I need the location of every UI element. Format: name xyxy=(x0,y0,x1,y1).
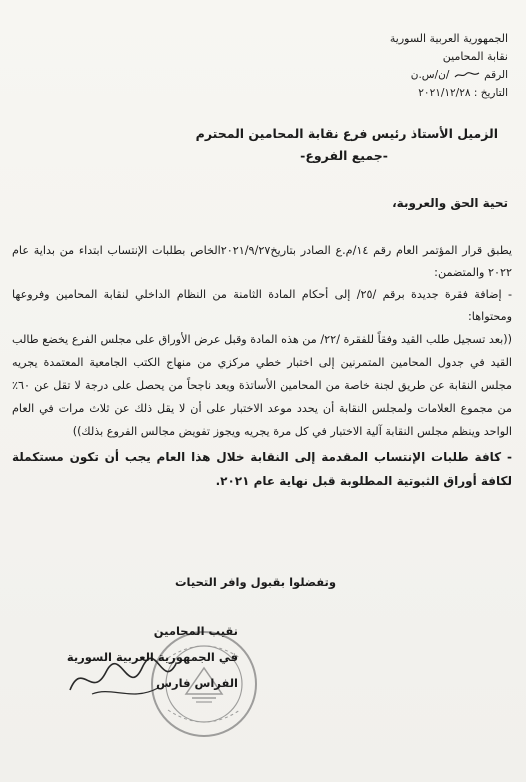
syndicate-name: نقابة المحامين xyxy=(442,50,508,63)
republic-name: الجمهورية العربية السورية xyxy=(389,32,508,45)
closing-line: وتفضلوا بقبول وافر التحيات xyxy=(175,575,336,589)
signatory-title: نقيب المحامين xyxy=(153,624,238,638)
first-bullet: - إضافة فقرة جديدة برقم /٢٥/ إلى أحكام المادة الثامنة من النظام الداخلي لنقابة المحامين وفروعها ومحتواها: xyxy=(12,288,512,323)
signature-block xyxy=(48,618,238,696)
second-bullet: - كافة طلبات الإنتساب المقدمة إلى النقابة خلال هذا العام يجب أن تكون مستكملة لكافة أوراق الثبوتية المطلوبة قبل نهاية عام ٢٠٢١. xyxy=(12,450,512,488)
addressee-branches: -جميع الفروع- xyxy=(300,148,388,163)
letter-body xyxy=(12,240,512,493)
signatory-name: الفراس فارس xyxy=(156,676,238,690)
addressee-line: الزميل الأستاذ رئيس فرع نقابة المحامين المحترم xyxy=(195,126,498,141)
intro-paragraph: يطبق قرار المؤتمر العام رقم ١٤/م.ع الصادر بتاريخ٢٠٢١/٩/٢٧الخاص بطلبات الإنتساب ابتداء من بداية عام ٢٠٢٢ والمتضمن: xyxy=(12,244,512,279)
reference-number: الرقم /ن/س.ن xyxy=(410,69,508,81)
addressee-block xyxy=(28,123,498,167)
letterhead xyxy=(288,30,508,102)
handwritten-number-icon xyxy=(453,71,481,79)
document-date: التاريخ : ٢٠٢١/١٢/٢٨ xyxy=(418,87,508,99)
greeting: تحية الحق والعروبة، xyxy=(392,196,508,210)
quoted-clause: ((بعد تسجيل طلب القيد وفقاً للفقرة /٢٢/ من هذه المادة وقبل عرض الأوراق على مجلس الفرع يخضع طالب القيد في جدول المحامين المتمرنين إلى اختبار خطي مركزي من منهاج الكتب الجامعية المعتمدة يجريه مجلس النقابة عن طريق لجنة خاصة من المحامين الأساتذة ويعد ناجحاً من يحصل على درجة لا تقل عن ٦٠٪ من مجموع العلامات ولمجلس النقابة أن يحدد موعد الاختبار على أن لا يقل ذلك عن ثلاث مرات في العام الواحد وينظم مجلس النقابة آلية الاختبار في كل مرة يجريه ويجوز تفويض مجالس الفروع بذلك)) xyxy=(12,333,512,438)
signatory-country: في الجمهورية العربية السورية xyxy=(66,650,238,664)
